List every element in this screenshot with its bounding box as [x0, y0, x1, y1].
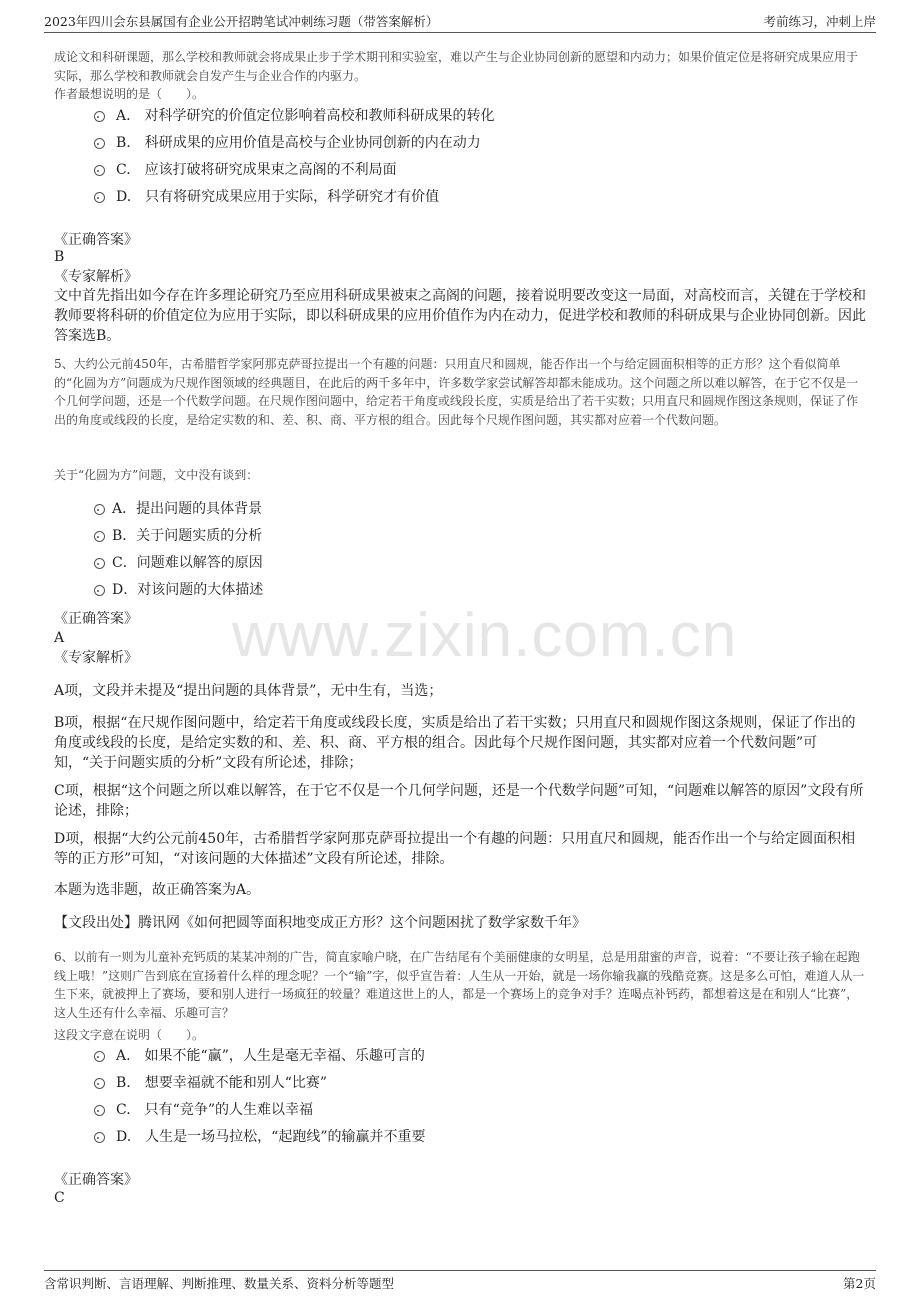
- q4-analysis: 文中首先指出如今存在许多理论研究乃至应用科研成果被束之高阁的问题，接着说明要改变这一局面，对高校而言，关键在于学校和教师要将科研的价值定位为应用于实际，即以科研成果的应用价值作为内在动力，促进学校和教师的科研成果与企业协同创新。因此答案选B。: [54, 288, 866, 344]
- q4-question: 作者最想说明的是（ ）。: [54, 87, 205, 101]
- q5-analysis-c: C项，根据“这个问题之所以难以解答，在于它不仅是一个几何学问题，还是一个代数学问题”可知，“问题难以解答的原因”文段有所论述，排除；: [54, 783, 864, 819]
- q4-analysis-label: 《专家解析》: [54, 269, 138, 285]
- page-footer: [44, 1270, 876, 1293]
- footer-note: 含常识判断、言语理解、判断推理、数量关系、资料分析等题型: [44, 1276, 395, 1291]
- radio-icon[interactable]: [94, 192, 105, 203]
- header-slogan: 考前练习，冲刺上岸: [763, 14, 876, 29]
- q5-analysis-a: A项，文段并未提及“提出问题的具体背景”，无中生有，当选；: [54, 683, 443, 699]
- radio-icon[interactable]: [94, 531, 105, 542]
- q5-analysis-b: B项，根据“在尺规作图问题中，给定若干角度或线段长度，实质是给出了若干实数；只用直尺和圆规作图这条规则，保证了作出的角度或线段的长度，是给定实数的和、差、积、商、平方根的组合。因此每个尺规作图问题，其实都对应着一个代数问题”可知，“关于问题实质的分析”文段有所论述，排除；: [54, 715, 856, 771]
- document-title: 2023年四川会东县属国有企业公开招聘笔试冲刺练习题（带答案解析）: [44, 14, 439, 29]
- radio-icon[interactable]: [94, 111, 105, 122]
- radio-icon[interactable]: [94, 585, 105, 596]
- q5-answer: A: [54, 630, 65, 646]
- page-header: [44, 10, 876, 33]
- radio-icon[interactable]: [94, 504, 105, 515]
- q5-source: 【文段出处】腾讯网《如何把圆等面积地变成正方形？这个问题困扰了数学家数千年》: [54, 915, 586, 931]
- q6-answer-label: 《正确答案》: [54, 1172, 138, 1188]
- q4-stem-tail: 成论文和科研课题，那么学校和教师就会将成果止步于学术期刊和实验室，难以产生与企业协同创新的愿望和内动力；如果价值定位是将研究成果应用于实际，那么学校和教师就会自发产生与企业合作的内驱力。: [54, 50, 859, 83]
- q5-question: 关于“化圆为方”问题，文中没有谈到：: [54, 468, 259, 482]
- page-number: 第2页: [843, 1276, 876, 1291]
- q5-answer-label: 《正确答案》: [54, 611, 138, 627]
- radio-icon[interactable]: [94, 165, 105, 176]
- radio-icon[interactable]: [94, 1105, 105, 1116]
- radio-icon[interactable]: [94, 1078, 105, 1089]
- q6-answer: C: [54, 1190, 65, 1206]
- q4-answer-label: 《正确答案》: [54, 232, 138, 248]
- q5-analysis-label: 《专家解析》: [54, 650, 138, 666]
- q4-answer: B: [54, 249, 65, 265]
- radio-icon[interactable]: [94, 1132, 105, 1143]
- q6-stem: 6、以前有一则为儿童补充钙质的某某冲剂的广告，简直家喻户晓，在广告结尾有个美丽健康的女明星，总是用甜蜜的声音，说着：“不要让孩子输在起跑线上哦！”这则广告到底在宣扬着什么样的理念呢？一个“输”字，似乎宣告着：人生从一开始，就是一场你输我赢的残酷竞赛。这是多么可怕，难道人从一生下来，就被押上了赛场，要和别人进行一场疯狂的较量？难道这世上的人，都是一个赛场上的竞争对手？连喝点补钙药，都想着这是在和别人“比赛”，这人生还有什么幸福、乐趣可言？: [54, 950, 865, 1020]
- watermark: www.zixin.com.cn: [232, 601, 738, 670]
- radio-icon[interactable]: [94, 138, 105, 149]
- q6-question: 这段文字意在说明（ ）。: [54, 1028, 205, 1042]
- q5-analysis-d: D项，根据“大约公元前450年，古希腊哲学家阿那克萨哥拉提出一个有趣的问题：只用直尺和圆规，能否作出一个与给定圆面积相等的正方形”可知，“对该问题的大体描述”文段有所论述，排除。: [54, 831, 856, 867]
- q5-stem: 5、大约公元前450年，古希腊哲学家阿那克萨哥拉提出一个有趣的问题：只用直尺和圆规，能否作出一个与给定圆面积相等的正方形？这个看似简单的“化圆为方”问题成为尺规作图领域的经典题目，在此后的两千多年中，许多数学家尝试解答却都未能成功。这个问题之所以难以解答，在于它不仅是一个几何学问题，还是一个代数学问题。在尺规作图问题中，给定若干角度或线段长度，实质是给出了若干实数；只用直尺和圆规作图这条规则，保证了作出的角度或线段的长度，是给定实数的和、差、积、商、平方根的组合。因此每个尺规作图问题，其实都对应着一个代数问题。: [54, 357, 859, 427]
- q5-conclusion: 本题为选非题，故正确答案为A。: [54, 882, 261, 898]
- radio-icon[interactable]: [94, 1051, 105, 1062]
- radio-icon[interactable]: [94, 558, 105, 569]
